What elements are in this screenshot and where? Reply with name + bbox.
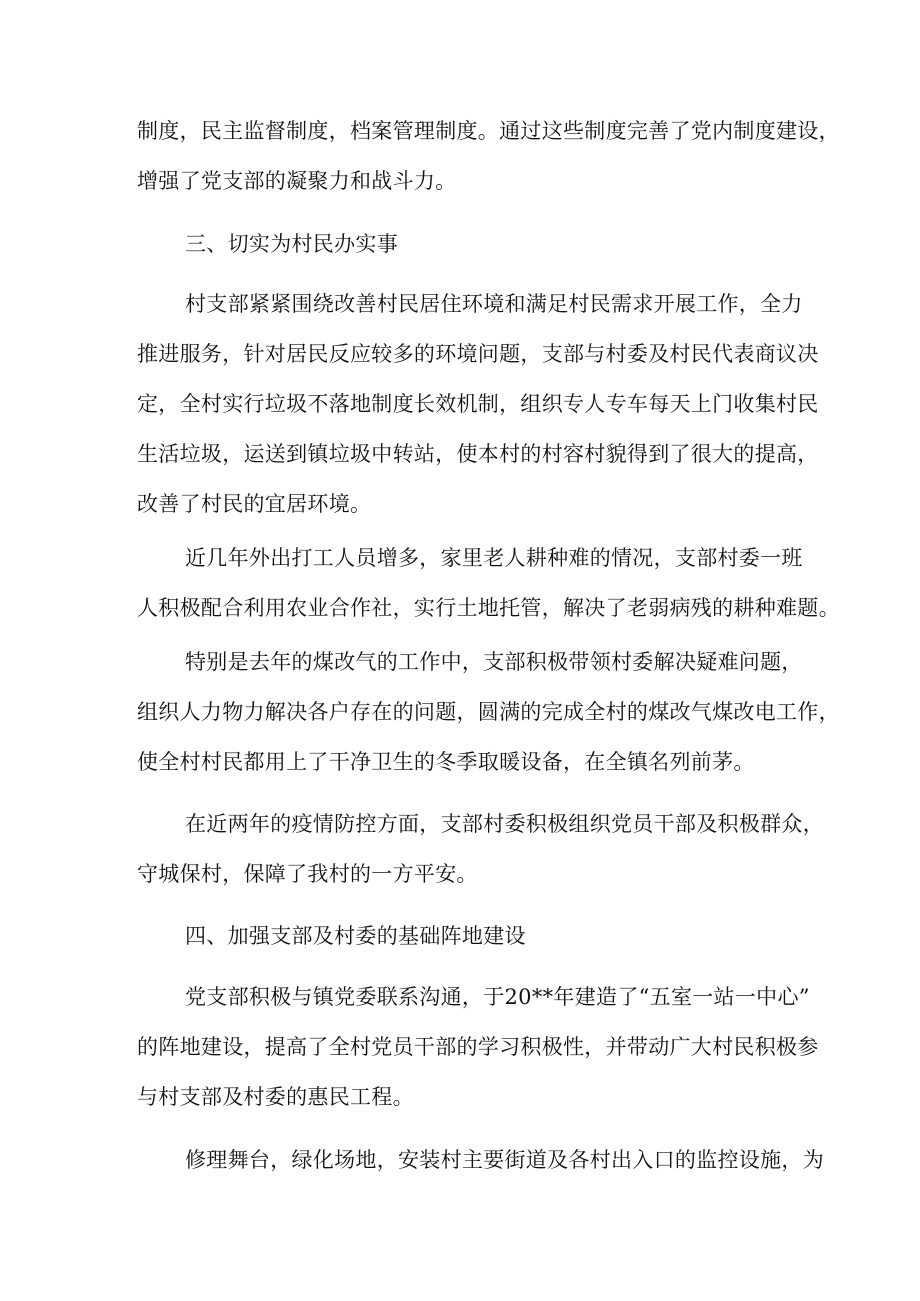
- paragraph-line: 定，全村实行垃圾不落地制度长效机制，组织专人专车每天上门收集村民: [137, 392, 819, 416]
- paragraph-line: 党支部积极与镇党委联系沟通，于20**年建造了“五室一站一中心”: [185, 985, 810, 1009]
- paragraph-line: 近几年外出打工人员增多，家里老人耕种难的情况，支部村委一班: [185, 546, 803, 570]
- paragraph-line: 特别是去年的煤改气的工作中，支部积极带领村委解决疑难问题，: [185, 650, 803, 674]
- paragraph-line: 修理舞台，绿化场地，安装村主要街道及各村出入口的监控设施，为: [185, 1148, 824, 1172]
- paragraph-line: 组织人力物力解决各户存在的问题，圆满的完成全村的煤改气煤改电工作，: [137, 700, 840, 724]
- paragraph-line: 使全村村民都用上了干净卫生的冬季取暖设备，在全镇名列前茅。: [137, 750, 755, 774]
- paragraph-line: 改善了村民的宜居环境。: [137, 492, 372, 516]
- paragraph-line: 制度，民主监督制度，档案管理制度。通过这些制度完善了党内制度建设，: [137, 119, 840, 143]
- paragraph-line: 守城保村，保障了我村的一方平安。: [137, 862, 478, 886]
- paragraph-line: 增强了党支部的凝聚力和战斗力。: [137, 169, 457, 193]
- paragraph-line: 人积极配合利用农业合作社，实行土地托管，解决了老弱病残的耕种难题。: [137, 596, 840, 620]
- paragraph-line: 村支部紧紧围绕改善村民居住环境和满足村民需求开展工作，全力: [185, 292, 803, 316]
- section-heading: 三、切实为村民办实事: [185, 232, 398, 256]
- paragraph-line: 推进服务，针对居民反应较多的环境问题，支部与村委及村民代表商议决: [137, 342, 819, 366]
- paragraph-line: 的阵地建设，提高了全村党员干部的学习积极性，并带动广大村民积极参: [137, 1035, 819, 1059]
- paragraph-line: 生活垃圾，运送到镇垃圾中转站，使本村的村容村貌得到了很大的提高，: [137, 442, 819, 466]
- paragraph-line: 在近两年的疫情防控方面，支部村委积极组织党员干部及积极群众，: [185, 812, 824, 836]
- section-heading: 四、加强支部及村委的基础阵地建设: [185, 924, 526, 948]
- paragraph-line: 与村支部及村委的惠民工程。: [137, 1085, 414, 1109]
